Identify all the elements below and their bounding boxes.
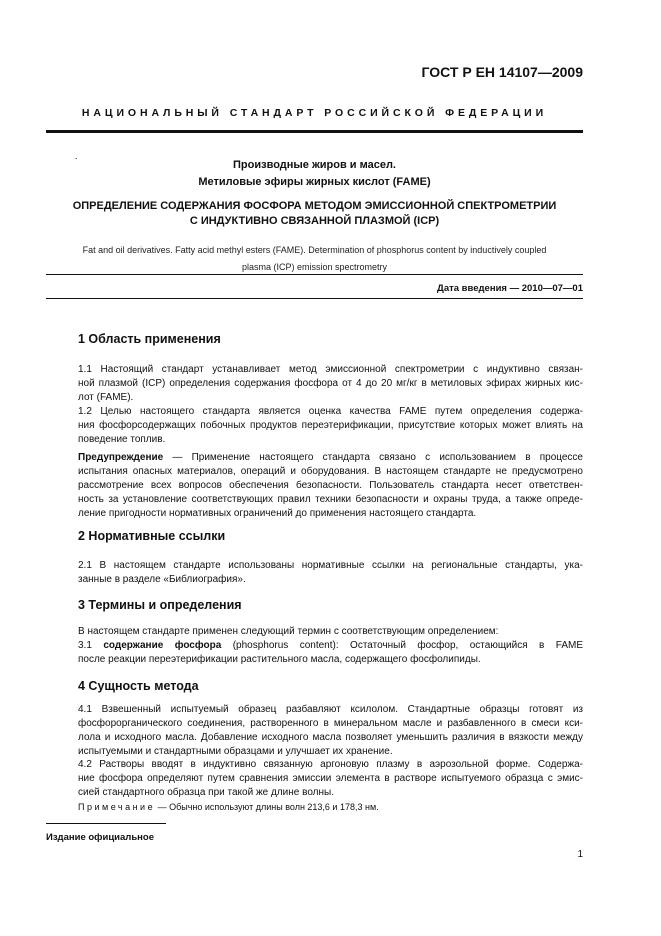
para-3-intro: В настоящем стандарте применен следующий термин с соответствующим определением: [78, 626, 499, 637]
section-1-heading: 1 Область применения [78, 332, 221, 346]
page-number: 1 [577, 849, 583, 860]
section-3-heading: 3 Термины и определения [78, 598, 242, 612]
title-english: Fat and oil derivatives. Fatty acid methyl esters (FAME). Determination of phosphorus content by inductively coupled plasma (ICP) emission spectrometry [82, 245, 547, 272]
official-edition: Издание официальное [46, 832, 154, 843]
para-4-2: 4.2 Растворы вводят в индуктивно связанную аргоновую плазму в аэрозольной форме. Содержа- ние фосфора определяют путем сравнения эмиссии элемента в растворе испытуемого образца с эмис- сией стандартного образца при такой же длине волны. [78, 759, 583, 798]
national-standard-banner: НАЦИОНАЛЬНЫЙ СТАНДАРТ РОССИЙСКОЙ ФЕДЕРАЦИИ [81, 107, 548, 119]
footer-rule [46, 823, 166, 824]
gost-number: ГОСТ Р ЕН 14107—2009 [421, 64, 583, 80]
para-1-1: 1.1 Настоящий стандарт устанавливает метод эмиссионной спектрометрии с индуктивно связан- ной плазмой (ICP) определения содержания фосфора от 4 до 20 мг/кг в метиловых эфирах жирных кис- лот (FAME). [78, 364, 583, 403]
term-definition: 3.1 содержание фосфора (phosphorus content): Остаточный фосфор, остающийся в FAME после реакции переэтерификации растительного масла, содержащего фосфолипиды. [78, 640, 583, 665]
note: Примечание — Обычно используют длины волн 213,6 и 178,3 нм. [78, 802, 379, 812]
title-subject: Производные жиров и масел. Метиловые эфиры жирных кислот (FAME) [198, 159, 431, 188]
introduction-date: Дата введения — 2010—07—01 [437, 283, 583, 294]
note-label: Примечание [78, 802, 156, 812]
para-1-2: 1.2 Целью настоящего стандарта является оценка качества FAME путем определения содержа- ния фосфорсодержащих побочных продуктов переэтерификации, присутствие которых может влиять на поведение топлив. [78, 406, 583, 445]
section-4-heading: 4 Сущность метода [78, 679, 199, 693]
header-rule [46, 130, 583, 133]
warning-paragraph: Предупреждение — Применение настоящего стандарта связано с использованием в процессе испытания опасных материалов, операций и оборудования. В настоящем стандарте не предусмотрено рассмотрение всех вопросов обеспечения безопасности. Пользователь стандарта несет ответствен- ность за установление соответствующих правил техники безопасности и охраны труда, а также опреде- ление пригодности нормативных ограничений до применения настоящего стандарта. [78, 452, 583, 519]
title-main: ОПРЕДЕЛЕНИЕ СОДЕРЖАНИЯ ФОСФОРА МЕТОДОМ ЭМИССИОННОЙ СПЕКТРОМЕТРИИ С ИНДУКТИВНО СВЯЗАННОЙ ПЛАЗМОЙ (ICP) [72, 200, 557, 227]
section-2-heading: 2 Нормативные ссылки [78, 529, 226, 543]
para-2-1: 2.1 В настоящем стандарте использованы нормативные ссылки на региональные стандарты, ука- занные в разделе «Библиография». [78, 560, 583, 585]
speck-mark: . [75, 151, 78, 161]
warning-label: Предупреждение [78, 452, 164, 463]
term-name: содержание фосфора [103, 640, 222, 651]
date-rule [46, 298, 583, 299]
title-rule [46, 274, 583, 275]
para-4-1: 4.1 Взвешенный испытуемый образец разбавляют ксилолом. Стандартные образцы готовят из фосфорорганического соединения, растворенного в минеральном масле и разбавленного в смеси кси- лола и исходного масла. Добавление исходного масла позволяет уменьшить различия в вязкости между испытуемыми и стандартными образцами и улучшает их хранение. [78, 704, 583, 757]
